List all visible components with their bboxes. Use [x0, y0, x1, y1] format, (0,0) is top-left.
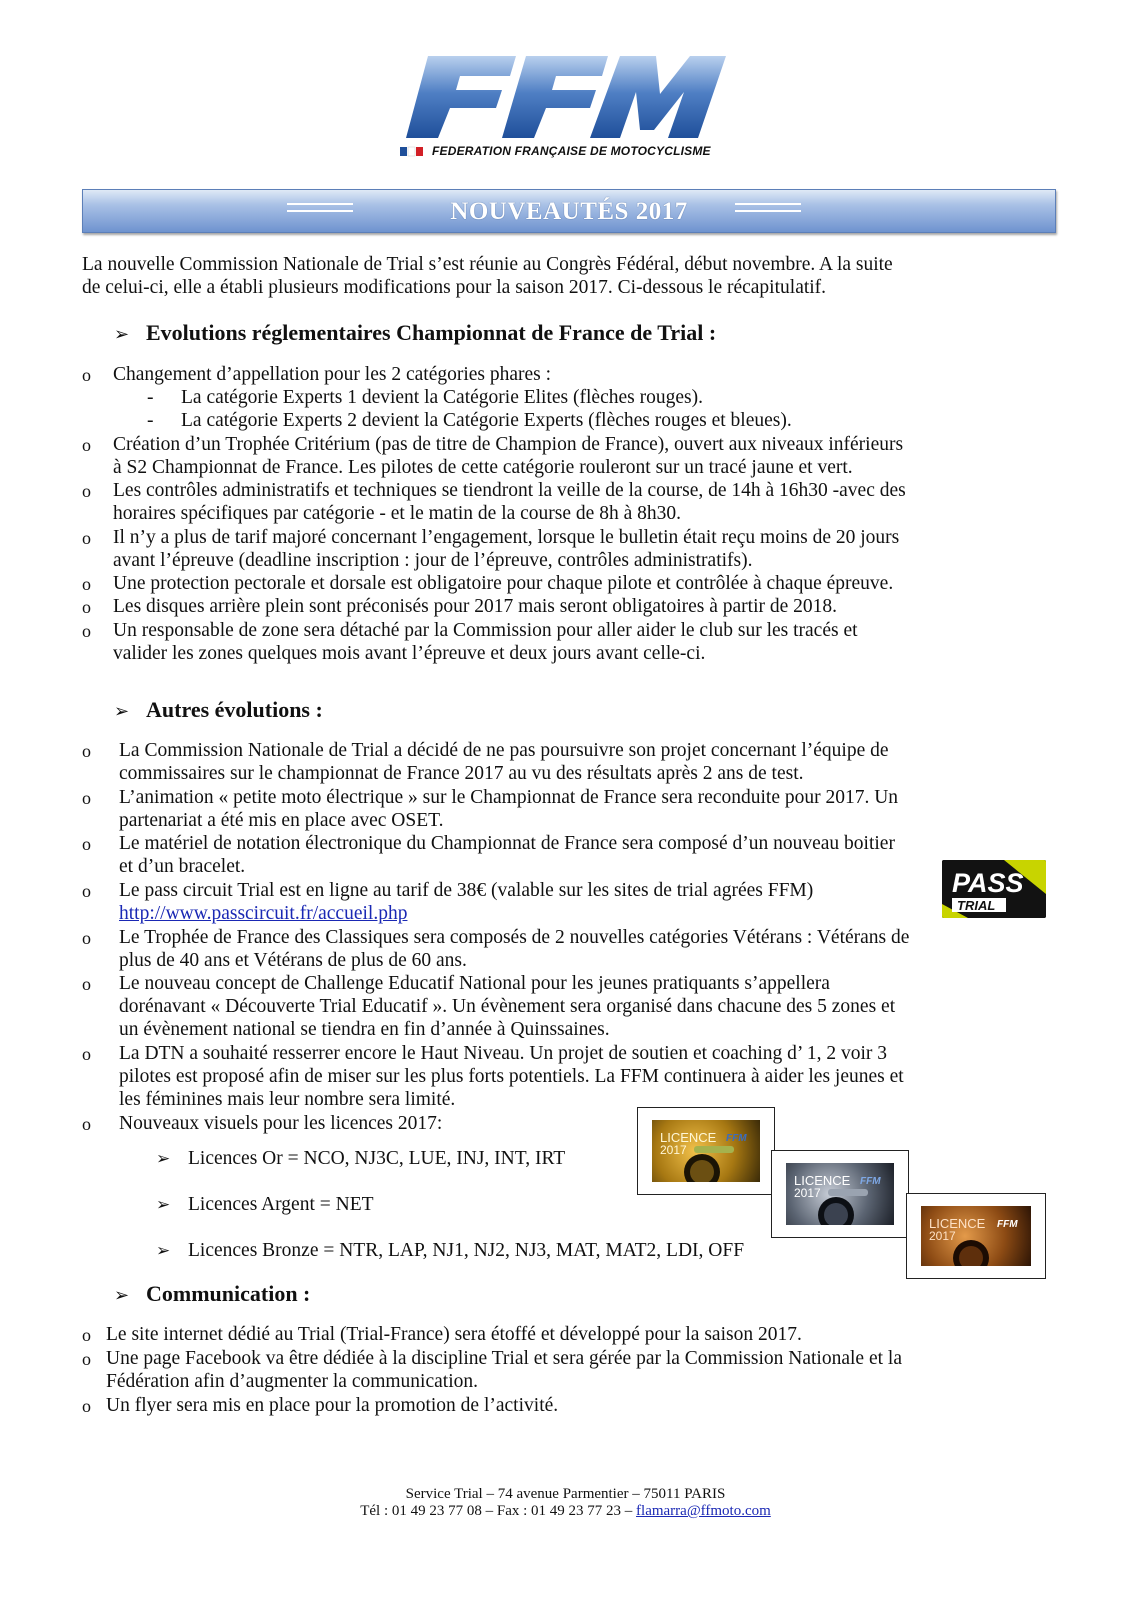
- licence-card-year: 2017: [660, 1143, 687, 1157]
- footer-phone-fax: Tél : 01 49 23 77 08 – Fax : 01 49 23 77 23 –: [360, 1503, 637, 1519]
- arrow-bullet-icon: ➢: [114, 1285, 130, 1305]
- licence-item-text: Licences Or = NCO, NJ3C, LUE, INJ, INT, IRT: [188, 1148, 566, 1169]
- list-item-line: Le matériel de notation électronique du Championnat de France sera composé d’un nouveau boitier: [119, 833, 895, 854]
- licence-card-text: LICENCE: [660, 1130, 717, 1145]
- list-item: [119, 1112, 619, 1135]
- list-item-line: Le site internet dédié au Trial (Trial-France) sera étoffé et développé pour la saison 2017.: [106, 1324, 802, 1345]
- section-heading-text: Communication :: [146, 1281, 311, 1306]
- dash-icon: -: [147, 387, 154, 408]
- licence-item-silver: [156, 1193, 374, 1216]
- sub-list-item-text: La catégorie Experts 1 devient la Catégorie Elites (flèches rouges).: [181, 387, 703, 408]
- bullet-icon: o: [82, 481, 91, 501]
- list-item: [113, 595, 1057, 618]
- logo-tagline: FEDERATION FRANÇAISE DE MOTOCYCLISME: [432, 144, 711, 158]
- licence-card-text: LICENCE: [929, 1216, 986, 1231]
- list-item: [119, 1042, 1057, 1111]
- bullet-icon: o: [82, 741, 91, 761]
- list-item: [113, 433, 1057, 479]
- bullet-icon: o: [82, 788, 91, 808]
- list-item: [106, 1394, 1057, 1417]
- list-item-line: et d’un bracelet.: [119, 856, 246, 877]
- bullet-icon: o: [82, 435, 91, 455]
- sub-list-item: [147, 386, 703, 409]
- list-item: [113, 572, 1057, 595]
- licence-card-badge: FFM: [860, 1176, 881, 1187]
- list-item: [113, 363, 1057, 386]
- list-item: [113, 619, 1057, 665]
- list-item: [119, 832, 1057, 878]
- list-item-line: Les contrôles administratifs et techniques se tiendront la veille de la course, de 14h à 16h30 -avec des: [113, 480, 906, 501]
- section-heading-text: Autres évolutions :: [146, 697, 323, 722]
- list-item-line: plus de 40 ans et Vétérans de plus de 60 ans.: [119, 950, 467, 971]
- bullet-icon: o: [82, 1044, 91, 1064]
- licence-card-silver-image: [771, 1150, 909, 1238]
- list-item-line: Nouveaux visuels pour les licences 2017:: [119, 1113, 443, 1134]
- footer-email-link[interactable]: flamarra@ffmoto.com: [636, 1503, 771, 1519]
- licence-card-badge: FFM: [997, 1219, 1018, 1230]
- pass-trial-logo: [942, 860, 1046, 918]
- bullet-icon: o: [82, 974, 91, 994]
- list-item-line: Le Trophée de France des Classiques sera composés de 2 nouvelles catégories Vétérans : Vétérans de: [119, 927, 910, 948]
- list-item: [119, 926, 1057, 972]
- list-item-line: Changement d’appellation pour les 2 catégories phares :: [113, 364, 552, 385]
- bullet-icon: o: [82, 597, 91, 617]
- intro-line-1: La nouvelle Commission Nationale de Trial s’est réunie au Congrès Fédéral, début novembre. A la suite: [82, 254, 893, 275]
- list-item-line: Les disques arrière plein sont préconisés pour 2017 mais seront obligatoires à partir de 2018.: [113, 596, 838, 617]
- list-item-line: Une protection pectorale et dorsale est obligatoire pour chaque pilote et contrôlée à chaque épreuve.: [113, 573, 894, 594]
- dash-icon: -: [147, 410, 154, 431]
- footer-address: Service Trial – 74 avenue Parmentier – 75011 PARIS: [405, 1486, 726, 1502]
- list-item-line: Fédération afin d’augmenter la communication.: [106, 1371, 478, 1392]
- bullet-icon: o: [82, 1396, 91, 1416]
- list-item-line: La Commission Nationale de Trial a décidé de ne pas poursuivre son projet concernant l’équipe de: [119, 740, 889, 761]
- arrow-bullet-icon: ➢: [114, 701, 130, 721]
- list-item: [119, 972, 1057, 1041]
- pass-logo-text: PASS: [952, 868, 1024, 898]
- list-item: [106, 1323, 1057, 1346]
- bullet-icon: o: [82, 834, 91, 854]
- licence-card-badge: FFM: [726, 1133, 747, 1144]
- bullet-icon: o: [82, 881, 91, 901]
- licence-card-text: LICENCE: [794, 1173, 851, 1188]
- title-decoration-right: [735, 203, 801, 219]
- licence-card-year: 2017: [929, 1229, 956, 1243]
- list-item: [106, 1347, 1057, 1393]
- bullet-icon: o: [82, 928, 91, 948]
- list-item-line: commissaires sur le championnat de France 2017 au vu des résultats après 2 ans de test.: [119, 763, 804, 784]
- list-item-line: partenariat a été mis en place avec OSET.: [119, 810, 444, 831]
- licence-card-year: 2017: [794, 1186, 821, 1200]
- arrow-bullet-icon: ➢: [156, 1195, 171, 1214]
- list-item-line: pilotes est proposé afin de miser sur les plus forts potentiels. La FFM continuera à aider les jeunes et: [119, 1066, 904, 1087]
- pass-logo-subtext: TRIAL: [957, 898, 996, 913]
- list-item: [113, 526, 1057, 572]
- title-banner: [82, 189, 1056, 233]
- bullet-icon: o: [82, 365, 91, 385]
- footer-contact: [0, 1502, 1131, 1520]
- bullet-icon: o: [82, 1114, 91, 1134]
- list-item-line: Le nouveau concept de Challenge Educatif National pour les jeunes pratiquants s’appellera: [119, 973, 830, 994]
- list-item-line: Un flyer sera mis en place pour la promotion de l’activité.: [106, 1395, 559, 1416]
- licence-item-gold: [156, 1147, 565, 1170]
- arrow-bullet-icon: ➢: [156, 1241, 171, 1260]
- list-item-line: valider les zones quelques mois avant l’épreuve et deux jours avant celle-ci.: [113, 643, 706, 664]
- arrow-bullet-icon: ➢: [114, 324, 130, 344]
- list-item-line: horaires spécifiques par catégorie - et le matin de la course de 8h à 8h30.: [113, 503, 681, 524]
- bullet-icon: o: [82, 1325, 91, 1345]
- arrow-bullet-icon: ➢: [156, 1149, 171, 1168]
- licence-item-text: Licences Bronze = NTR, LAP, NJ1, NJ2, NJ3, MAT, MAT2, LDI, OFF: [188, 1240, 745, 1261]
- list-item-line: les féminines mais leur nombre sera limité.: [119, 1089, 456, 1110]
- section-heading-text: Evolutions réglementaires Championnat de France de Trial :: [146, 320, 717, 345]
- licence-item-text: Licences Argent = NET: [188, 1194, 374, 1215]
- licence-item-bronze: [156, 1239, 744, 1262]
- list-item-line: Le pass circuit Trial est en ligne au tarif de 38€ (valable sur les sites de trial agrées FFM): [119, 880, 814, 901]
- list-item-line: Un responsable de zone sera détaché par la Commission pour aller aider le club sur les tracés et: [113, 620, 858, 641]
- list-item-line: dorénavant « Découverte Trial Educatif ». Un évènement sera organisé dans chacune des 5 zones et: [119, 996, 896, 1017]
- passcircuit-link[interactable]: http://www.passcircuit.fr/accueil.php: [119, 903, 408, 924]
- section-heading-regulations: [114, 320, 716, 347]
- list-item-line: avant l’épreuve (deadline inscription : jour de l’épreuve, contrôles administratifs).: [113, 550, 753, 571]
- list-item-line: Création d’un Trophée Critérium (pas de titre de Champion de France), ouvert aux niveaux inférieurs: [113, 434, 904, 455]
- list-item-line: Une page Facebook va être dédiée à la discipline Trial et sera gérée par la Commission Nationale et la: [106, 1348, 902, 1369]
- sub-list-item: [147, 409, 792, 432]
- bullet-icon: o: [82, 574, 91, 594]
- list-item-line: L’animation « petite moto électrique » sur le Championnat de France sera reconduite pour 2017. Un: [119, 787, 899, 808]
- bullet-icon: o: [82, 528, 91, 548]
- list-item-line: Il n’y a plus de tarif majoré concernant l’engagement, lorsque le bulletin était reçu moins de 20 jours: [113, 527, 900, 548]
- licence-card-gold-image: [637, 1107, 775, 1195]
- list-item-line: La DTN a souhaité resserrer encore le Haut Niveau. Un projet de soutien et coaching d’ 1, 2 voir 3: [119, 1043, 887, 1064]
- list-item-line: un évènement national se tiendra en fin d’année à Quinssaines.: [119, 1019, 610, 1040]
- list-item: [119, 879, 939, 925]
- list-item: [119, 786, 1057, 832]
- intro-line-2: de celui-ci, elle a établi plusieurs modifications pour la saison 2017. Ci-dessous le récapitulatif.: [82, 277, 827, 298]
- sub-list-item-text: La catégorie Experts 2 devient la Catégorie Experts (flèches rouges et bleues).: [181, 410, 792, 431]
- section-heading-communication: [114, 1281, 310, 1308]
- section-heading-other: [114, 697, 323, 724]
- list-item: [119, 739, 1057, 785]
- page-title: NOUVEAUTÉS 2017: [450, 198, 688, 225]
- bullet-icon: o: [82, 1349, 91, 1369]
- list-item-line: à S2 Championnat de France. Les pilotes de cette catégorie rouleront sur un tracé jaune et vert.: [113, 457, 853, 478]
- licence-card-bronze-image: [906, 1193, 1046, 1279]
- list-item: [113, 479, 1057, 525]
- bullet-icon: o: [82, 621, 91, 641]
